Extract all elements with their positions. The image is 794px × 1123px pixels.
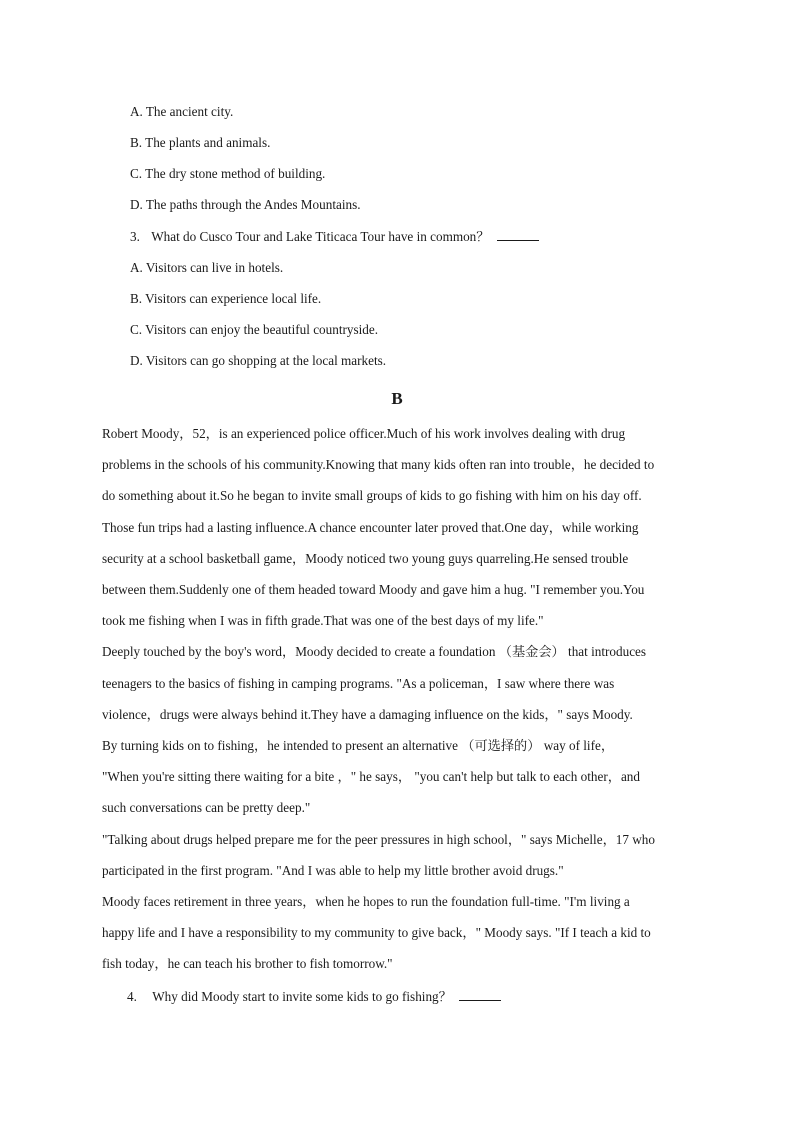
passage-line: took me fishing when I was in fifth grade.That was one of the best days of my life." <box>102 613 544 628</box>
q2-option-c: C. The dry stone method of building. <box>130 166 326 181</box>
passage-line: "Talking about drugs helped prepare me for the peer pressures in high school，" says Michelle，17 who <box>102 832 655 847</box>
question-3 <box>130 228 539 245</box>
q3-option-b: B. Visitors can experience local life. <box>130 291 322 306</box>
passage-line: teenagers to the basics of fishing in camping programs. "As a policeman，I saw where there was <box>102 676 615 691</box>
passage-line: By turning kids on to fishing，he intended to present an alternative （可选择的） way of life， <box>102 738 615 753</box>
question-3-text: What do Cusco Tour and Lake Titicaca Tour have in common？ <box>151 229 490 244</box>
passage-line: such conversations can be pretty deep." <box>102 800 311 815</box>
passage-line: Robert Moody，52，is an experienced police officer.Much of his work involves dealing with drug <box>102 426 626 441</box>
q3-option-d: D. Visitors can go shopping at the local markets. <box>130 353 387 368</box>
question-4-text: Why did Moody start to invite some kids to go fishing？ <box>152 989 452 1004</box>
passage-line: do something about it.So he began to invite small groups of kids to go fishing with him on his day off. <box>102 488 642 503</box>
passage-line: security at a school basketball game，Moody noticed two young guys quarreling.He sensed trouble <box>102 551 629 566</box>
passage-line: problems in the schools of his community.Knowing that many kids often ran into trouble，he decided to <box>102 457 655 472</box>
question-3-answer-blank <box>497 228 539 241</box>
passage-line: participated in the first program. "And I was able to help my little brother avoid drugs." <box>102 863 564 878</box>
q3-option-c: C. Visitors can enjoy the beautiful countryside. <box>130 322 379 337</box>
q2-option-d: D. The paths through the Andes Mountains. <box>130 197 361 212</box>
question-4-answer-blank <box>459 988 501 1001</box>
passage-line: between them.Suddenly one of them headed toward Moody and gave him a hug. "I remember you.You <box>102 582 645 597</box>
question-4 <box>127 988 501 1005</box>
q2-option-a: A. The ancient city. <box>130 104 234 119</box>
passage-line: "When you're sitting there waiting for a bite ，" he says， "you can't help but talk to each other，and <box>102 769 640 784</box>
q2-option-b: B. The plants and animals. <box>130 135 271 150</box>
passage-line: fish today，he can teach his brother to fish tomorrow." <box>102 956 393 971</box>
passage-line: Deeply touched by the boy's word，Moody decided to create a foundation （基金会） that introduces <box>102 644 647 659</box>
question-3-number: 3. <box>130 229 140 244</box>
q3-option-a: A. Visitors can live in hotels. <box>130 260 284 275</box>
passage-line: violence，drugs were always behind it.They have a damaging influence on the kids，" says Moody. <box>102 707 633 722</box>
passage-line: Moody faces retirement in three years，when he hopes to run the foundation full-time. "I'm living a <box>102 894 630 909</box>
question-4-number: 4. <box>127 989 137 1004</box>
passage-line: happy life and I have a responsibility to my community to give back，" Moody says. "If I teach a kid to <box>102 925 651 940</box>
passage-line: Those fun trips had a lasting influence.A chance encounter later proved that.One day，while working <box>102 520 639 535</box>
section-heading: B <box>391 389 403 408</box>
